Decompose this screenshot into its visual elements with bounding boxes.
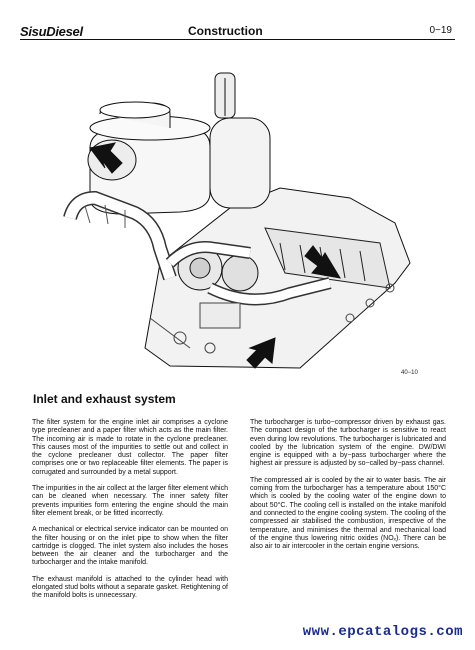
text-column-left — [32, 419, 228, 609]
paragraph: The turbocharger is turbo−compressor driven by exhaust gas. The compact design of the turbocharger is sensitive to react even during low revolutions. The turbocharger is lubricated and cooled by the lubrication system of the engine. DW/DWI engine is equipped with a by−pass turbocharger where the highest air pressure is adjusted by so−called by−pass channel. — [250, 419, 446, 468]
exhaust-pipe — [210, 73, 270, 208]
engine-illustration — [50, 48, 435, 380]
paragraph: The compressed air is cooled by the air to water basis. The air coming from the turbocharger has a temperature about 150°C which is cooled by the cooling water of the engine down to about 50°C. The cooling cell is installed on the intake manifold and connected to the engine cooling system. The cooling of the compressed air stabilised the combustion, irrespective of the temperature, and minimises the thermal and mechanical load of the engine thus lowering nitric oxides (NOₓ). There can be also air to air intercooler in the certain engine versions. — [250, 476, 447, 551]
brand-logo: SisuDiesel — [20, 24, 83, 39]
paragraph: The filter system for the engine inlet air comprises a cyclone type precleaner and a paper filter which acts as the main filter. The incoming air is made to rotate in the cyclone precleaner. This causes most of the impurities to settle out and collect in the cyclone precleaner dust collector. The paper filter comprises one or two replaceable filter elements. The paper is corrugated and surrounded by a metal support. — [32, 419, 228, 476]
watermark-url: www.epcatalogs.com — [302, 624, 463, 640]
figure-label: 40−10 — [401, 370, 418, 376]
text-column-right — [250, 419, 446, 559]
paragraph: The impurities in the air collect at the larger filter element which can be cleaned when necessary. The inner safety filter prevents impurities form entering the engine should the main filter element break, or be fitted incorrectly. — [32, 485, 228, 517]
page-title: Construction — [188, 24, 263, 38]
section-heading: Inlet and exhaust system — [33, 392, 176, 406]
page-number: 0−19 — [429, 25, 452, 36]
header-rule — [20, 39, 455, 40]
paragraph: A mechanical or electrical service indicator can be mounted on the filter housing or on the inlet pipe to show when the filter cartridge is clogged. The inlet system also includes the hoses between the air cleaner and the turbocharger and the turbocharger and the intake manifold. — [32, 526, 228, 567]
paragraph: The exhaust manifold is attached to the cylinder head with elongated stud bolts without a separate gasket. Retightening of the manifold bolts is unnecessary. — [32, 575, 228, 600]
page-header — [0, 0, 475, 44]
